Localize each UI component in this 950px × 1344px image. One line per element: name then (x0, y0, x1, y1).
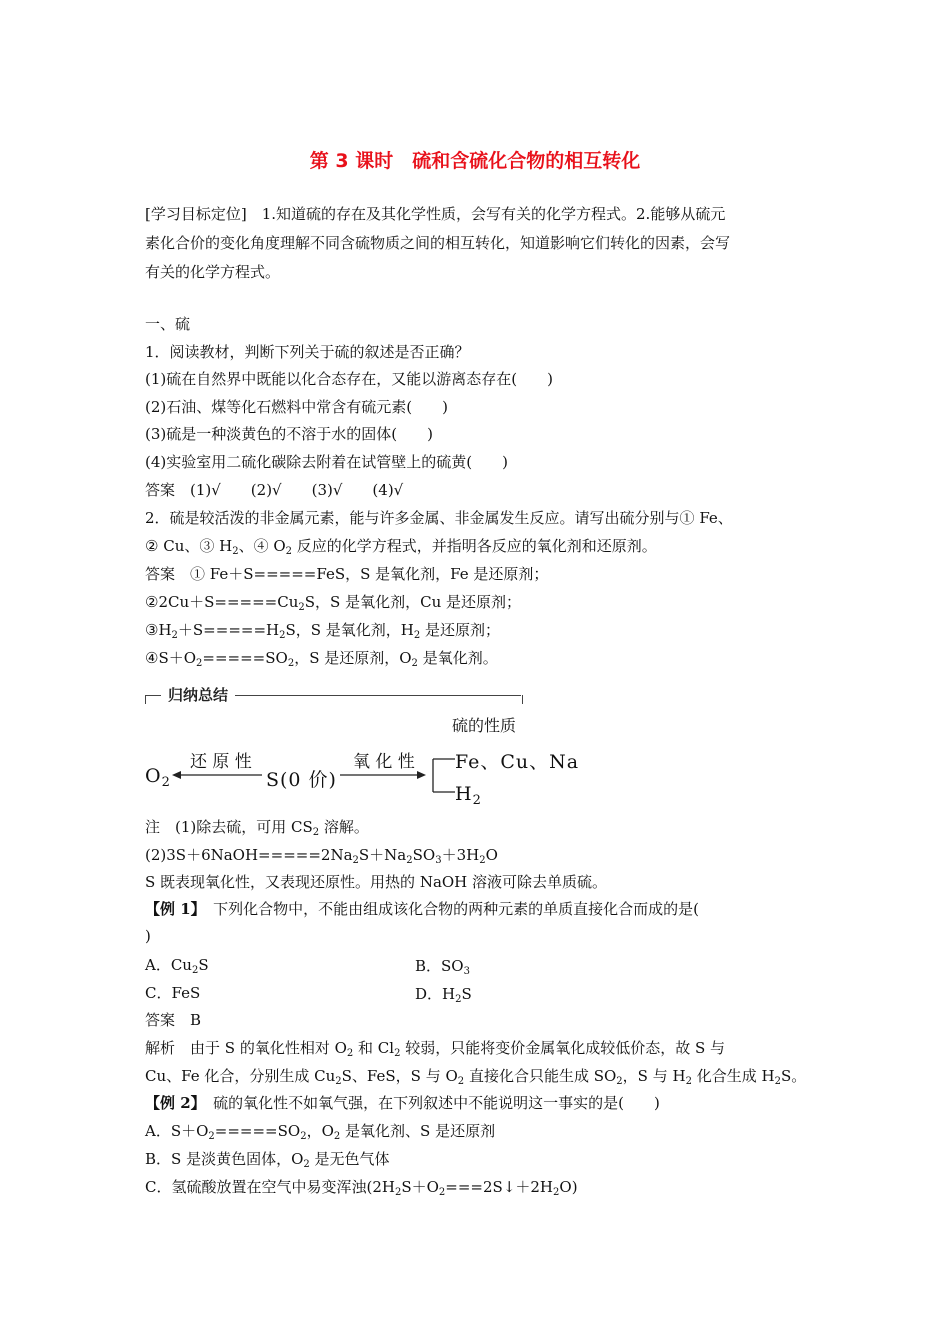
oxidizing-label: 氧 化 性 (353, 752, 415, 772)
reducing-label: 还 原 性 (190, 752, 252, 772)
question-1: 1．阅读教材，判断下列关于硫的叙述是否正确？ (145, 343, 470, 361)
example-1-option-a: A．$Cu_2S$ (145, 956, 209, 976)
example-1-stem-end: ) (145, 927, 151, 945)
diagram-caption: 硫的性质 (452, 716, 517, 735)
question-2-line-1: 2．硫是较活泼的非金属元素，能与许多金属、非金属发生反应。请写出硫分别与① Fe、 (145, 509, 733, 527)
example-1-analysis-1: 解析 由于 S 的氧化性相对 $O_2$ 和 $Cl_2$ 较弱，只能将变价金属氧化成较低价态，故 S 与 (145, 1039, 726, 1059)
section-heading: 一、硫 (145, 315, 191, 333)
oxygen-label: $O_2$ (145, 765, 171, 790)
question-2-answer-2: $②2Cu+S=====Cu_2S$，S 是氧化剂，Cu 是还原剂； (145, 593, 521, 613)
example-1-answer: 答案 B (145, 1011, 202, 1029)
objectives-line-2: 素化合价的变化角度理解不同含硫物质之间的相互转化，知道影响它们转化的因素，会写 (145, 234, 731, 252)
question-1-item: (3)硫是一种淡黄色的不溶于水的固体( ) (145, 425, 433, 443)
summary-rule-end (522, 695, 523, 704)
objectives-line-1: [学习目标定位] 1.知道硫的存在及其化学性质，会写有关的化学方程式。2.能够从硫元 (145, 205, 726, 223)
summary-rule-start (145, 695, 146, 704)
note-3: S 既表现氧化性，又表现还原性。用热的 NaOH 溶液可除去单质硫。 (145, 873, 608, 891)
example-1-stem: 【例 1】 下列化合物中，不能由组成该化合物的两种元素的单质直接化合而成的是( (145, 900, 700, 918)
right-arrowhead (417, 771, 426, 779)
example-2-tag: 【例 2】 (145, 1094, 199, 1112)
question-2-answer-1: 答案 ① Fe＋S=====FeS，S 是氧化剂，Fe 是还原剂； (145, 565, 549, 583)
example-2-option-b: B．S 是淡黄色固体，$O_2$ 是无色气体 (145, 1150, 390, 1170)
sulfur-center: S(0 价) (266, 769, 337, 791)
example-2-stem: 【例 2】 硫的氧化性不如氧气强，在下列叙述中不能说明这一事实的是( ) (145, 1094, 660, 1112)
example-1-option-b: B．$SO_3$ (415, 957, 470, 977)
question-1-answer: 答案 (1)√ (2)√ (3)√ (4)√ (145, 481, 404, 499)
example-1-option-c: C．FeS (145, 984, 201, 1002)
example-1-analysis-2: Cu、Fe 化合，分别生成 $Cu_2S$、FeS，S 与 $O_2$ 直接化合只能生成 $SO_2$，S 与 $H_2$ 化合生成 $H_2S$。 (145, 1067, 807, 1087)
page-title: 第 3 课时 硫和含硫化合物的相互转化 (309, 150, 641, 172)
question-1-item: (2)石油、煤等化石燃料中常含有硫元素( ) (145, 398, 448, 416)
example-2-option-a: A．$S+O_2=====SO_2$，$O_2$ 是氧化剂、S 是还原剂 (145, 1122, 496, 1142)
question-1-item: (1)硫在自然界中既能以化合态存在，又能以游离态存在( ) (145, 370, 553, 388)
question-2-line-2: ② Cu、③ $H_2$、④ $O_2$ 反应的化学方程式，并指明各反应的氧化剂和还原剂。 (145, 537, 657, 557)
example-2-option-c: C．氢硫酸放置在空气中易变浑浊$(2H_2S+O_2===2S↓+2H_2O)$ (145, 1178, 578, 1198)
left-arrowhead (172, 771, 181, 779)
question-2-answer-3: $③H_2+S=====H_2S$，S 是氧化剂，$H_2$ 是还原剂； (145, 621, 501, 641)
question-1-item: (4)实验室用二硫化碳除去附着在试管壁上的硫黄( ) (145, 453, 508, 471)
note-2: $(2)3S+6NaOH=====2Na_2S+Na_2SO_3+3H_2O$ (145, 846, 498, 866)
objectives-line-3: 有关的化学方程式。 (145, 263, 281, 281)
summary-banner (145, 684, 523, 706)
example-1-tag: 【例 1】 (145, 900, 199, 918)
note-1: 注 (1)除去硫，可用 $CS_2$ 溶解。 (145, 818, 369, 838)
hydrogen-label: $H_2$ (455, 783, 482, 808)
question-2-answer-4: $④S+O_2=====SO_2$，S 是还原剂，$O_2$ 是氧化剂。 (145, 649, 498, 669)
example-1-option-d: D．$H_2S$ (415, 985, 472, 1005)
summary-label: 归纳总结 (161, 684, 235, 706)
metals-label: Fe、Cu、Na (455, 751, 580, 773)
